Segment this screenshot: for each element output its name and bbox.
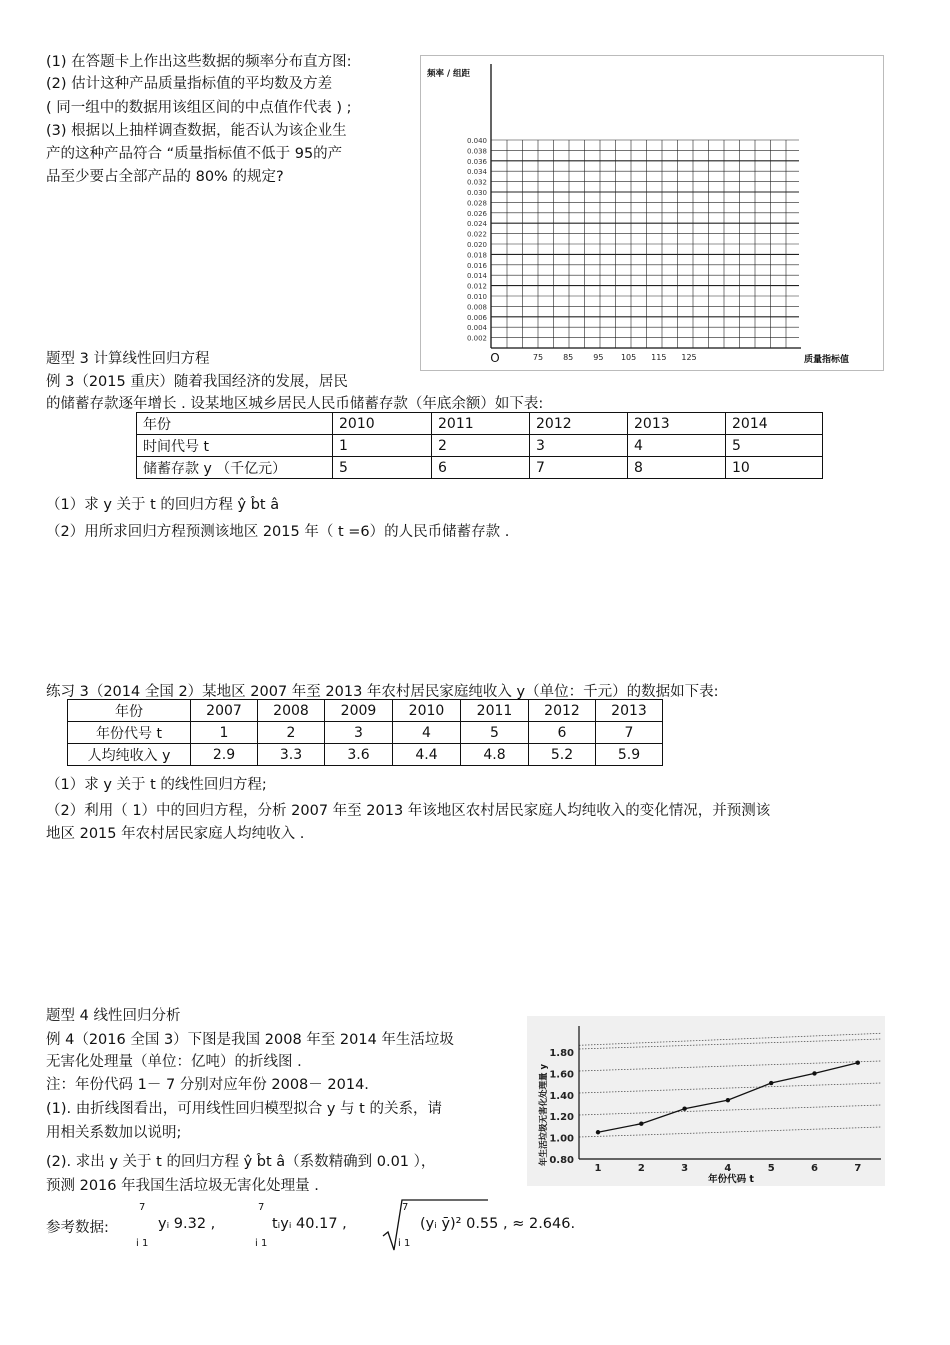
question-3-line3: 品至少要占全部产品的 80% 的规定? <box>46 169 284 185</box>
data-point <box>682 1107 686 1111</box>
histogram-grid-chart <box>420 55 884 371</box>
question-2: (2) 估计这种产品质量指标值的平均数及方差 <box>46 76 333 92</box>
table-cell: 5.2 <box>529 744 596 766</box>
y-tick-label: 0.038 <box>466 147 487 156</box>
table-cell: 6 <box>529 722 596 744</box>
x-tick-label: 3 <box>681 1163 689 1174</box>
table-cell: 2 <box>432 435 530 457</box>
table-cell: 年份 <box>68 700 191 722</box>
table-cell: 3.6 <box>325 744 393 766</box>
example3-line1: 例 3（2015 重庆）随着我国经济的发展，居民 <box>46 374 348 390</box>
income-table <box>67 699 663 766</box>
data-point <box>812 1071 816 1075</box>
table-cell: 2009 <box>325 700 393 722</box>
question-3: (3) 根据以上抽样调查数据，能否认为该企业生 <box>46 123 347 139</box>
example4-question-1-line2: 用相关系数加以说明; <box>46 1125 182 1141</box>
x-tick-label: 125 <box>681 353 697 362</box>
y-tick-label: 1.20 <box>549 1112 574 1124</box>
table-cell: 1 <box>191 722 258 744</box>
table-cell: 2012 <box>529 700 596 722</box>
y-tick-label: 0.006 <box>466 313 487 322</box>
y-tick-label: 0.028 <box>466 199 487 208</box>
y-tick-label: 0.010 <box>466 293 487 301</box>
table-cell: 5.9 <box>596 744 663 766</box>
example3-question-2: （2）用所求回归方程预测该地区 2015 年（ t =6）的人民币储蓄存款 . <box>46 524 510 540</box>
data-point <box>856 1061 860 1065</box>
y-tick-label: 0.80 <box>549 1155 574 1166</box>
y-tick-label: 0.018 <box>466 251 487 260</box>
x-axis-label: 质量指标值 <box>804 355 850 365</box>
data-point <box>639 1121 643 1125</box>
x-tick-label: 1 <box>594 1163 602 1174</box>
y-tick-label: 0.008 <box>466 303 487 312</box>
y-tick-label: 1.00 <box>549 1133 574 1145</box>
y-tick-label: 0.002 <box>466 334 487 343</box>
table-cell: 年份 <box>137 413 333 435</box>
x-axis-label: 年份代码 t <box>708 1174 754 1185</box>
example4-question-2: (2). 求出 y 关于 t 的回归方程 ŷ b̂t â（系数精确到 0.01 ）， <box>46 1154 436 1170</box>
example4-line1: 例 4（2016 全国 3）下图是我国 2008 年至 2014 年生活垃圾 <box>46 1032 454 1048</box>
table-cell: 3 <box>325 722 393 744</box>
table-cell: 储蓄存款 y （千亿元） <box>137 457 333 479</box>
question-2-note: ( 同一组中的数据用该组区间的中点值作代表 ) ; <box>46 100 352 116</box>
table-cell: 4 <box>628 435 726 457</box>
line-chart-svg <box>527 1016 885 1186</box>
grid-line <box>579 1061 881 1071</box>
reference-sum-ty: tᵢyᵢ 40.17 , <box>272 1216 347 1232</box>
table-cell: 2.9 <box>191 744 258 766</box>
grid-line <box>579 1033 881 1045</box>
histogram-svg <box>421 56 883 370</box>
x-tick-label: 6 <box>811 1163 818 1174</box>
data-point <box>596 1130 600 1134</box>
table-cell: 2012 <box>530 413 628 435</box>
y-tick-label: 1.80 <box>549 1048 574 1059</box>
x-tick-label: 7 <box>854 1163 862 1174</box>
table-row <box>137 413 823 435</box>
reference-label: 参考数据: <box>46 1220 109 1236</box>
grid-line <box>579 1127 881 1137</box>
table-cell: 5 <box>333 457 432 479</box>
y-axis-label: 年生活垃圾无害化处理量 y <box>539 1063 549 1166</box>
y-tick-label: 1.40 <box>549 1090 574 1102</box>
y-tick-label: 0.032 <box>466 178 487 187</box>
grid-line <box>579 1083 881 1093</box>
table-cell: 年份代号 t <box>68 722 191 744</box>
question-3-line2: 产的这种产品符合 “质量指标值不低于 95的产 <box>46 146 343 162</box>
table-cell: 2008 <box>258 700 325 722</box>
table-cell: 2011 <box>461 700 529 722</box>
practice3-question-2-line2: 地区 2015 年农村居民家庭人均纯收入 . <box>46 826 305 842</box>
table-cell: 8 <box>628 457 726 479</box>
example4-question-2-line2: 预测 2016 年我国生活垃圾无害化处理量 . <box>46 1178 319 1194</box>
table-cell: 4.4 <box>393 744 461 766</box>
type3-heading: 题型 3 计算线性回归方程 <box>46 351 210 367</box>
table-cell: 10 <box>726 457 823 479</box>
table-row <box>137 457 823 479</box>
sum-upper-limit: 7 <box>139 1202 146 1213</box>
line-chart <box>527 1016 885 1186</box>
grid-line <box>579 1039 881 1049</box>
table-cell: 2013 <box>596 700 663 722</box>
table-cell: 2 <box>258 722 325 744</box>
x-tick-label: 105 <box>620 353 637 362</box>
y-tick-label: 0.040 <box>466 137 487 145</box>
x-tick-label: 75 <box>532 353 544 362</box>
table-cell: 5 <box>726 435 823 457</box>
table-cell: 4 <box>393 722 461 744</box>
practice3-question-2: （2）利用（ 1）中的回归方程，分析 2007 年至 2013 年该地区农村居民家庭人均纯收入的变化情况，并预测该 <box>46 803 771 819</box>
origin-label: O <box>490 351 500 365</box>
table-cell: 7 <box>596 722 663 744</box>
savings-table <box>136 412 823 479</box>
type4-heading: 题型 4 线性回归分析 <box>46 1008 181 1024</box>
y-tick-label: 0.026 <box>466 209 487 218</box>
table-cell: 2013 <box>628 413 726 435</box>
table-cell: 2010 <box>393 700 461 722</box>
x-tick-label: 2 <box>637 1163 645 1174</box>
example4-line2: 无害化处理量（单位：亿吨）的折线图 . <box>46 1054 302 1070</box>
data-point <box>769 1081 773 1085</box>
table-cell: 6 <box>432 457 530 479</box>
y-tick-label: 0.034 <box>466 168 487 177</box>
y-tick-label: 0.020 <box>466 241 487 249</box>
y-tick-label: 0.024 <box>466 220 487 229</box>
x-tick-label: 5 <box>767 1163 775 1174</box>
table-cell: 1 <box>333 435 432 457</box>
sum-upper-limit: 7 <box>258 1202 265 1213</box>
practice3-heading: 练习 3（2014 全国 2）某地区 2007 年至 2013 年农村居民家庭纯收入 y（单位：千元）的数据如下表: <box>46 684 719 700</box>
table-cell: 2010 <box>333 413 432 435</box>
table-row <box>68 722 663 744</box>
table-row <box>137 435 823 457</box>
y-tick-label: 0.022 <box>466 230 487 239</box>
y-tick-label: 0.014 <box>466 272 487 281</box>
grid-line <box>579 1105 881 1115</box>
example3-line2: 的储蓄存款逐年增长 . 设某地区城乡居民人民币储蓄存款（年底余额）如下表: <box>46 396 544 412</box>
sum-upper-limit: 7 <box>402 1202 409 1213</box>
x-tick-label: 4 <box>724 1163 732 1174</box>
y-tick-label: 0.004 <box>466 324 487 333</box>
y-tick-label: 0.036 <box>466 157 487 166</box>
x-tick-label: 85 <box>563 353 574 362</box>
example3-question-1: （1）求 y 关于 t 的回归方程 ŷ b̂t â <box>46 497 280 513</box>
sum-lower-limit: i 1 <box>255 1238 268 1249</box>
table-cell: 3.3 <box>258 744 325 766</box>
y-tick-label: 0.016 <box>466 261 487 270</box>
table-cell: 人均纯收入 y <box>68 744 191 766</box>
reference-sqrt-sum: (yᵢ ȳ)² 0.55 , ≈ 2.646. <box>420 1216 576 1232</box>
sum-lower-limit: i 1 <box>136 1238 149 1249</box>
y-tick-label: 0.030 <box>466 189 487 197</box>
data-point <box>726 1098 730 1102</box>
table-cell: 2014 <box>726 413 823 435</box>
table-row <box>68 700 663 722</box>
table-cell: 2011 <box>432 413 530 435</box>
sum-lower-limit: i 1 <box>398 1238 411 1249</box>
reference-sum-y: yᵢ 9.32 , <box>158 1216 216 1232</box>
example4-note: 注：年份代码 1－ 7 分别对应年份 2008－ 2014. <box>46 1077 369 1093</box>
example4-question-1: (1). 由折线图看出，可用线性回归模型拟合 y 与 t 的关系，请 <box>46 1101 442 1117</box>
table-cell: 2007 <box>191 700 258 722</box>
y-axis-label: 频率 / 组距 <box>427 69 471 79</box>
y-tick-label: 0.012 <box>466 282 487 291</box>
question-1: (1) 在答题卡上作出这些数据的频率分布直方图: <box>46 54 352 70</box>
x-tick-label: 95 <box>593 353 604 362</box>
y-tick-label: 1.60 <box>549 1069 574 1081</box>
practice3-question-1: （1）求 y 关于 t 的线性回归方程; <box>46 777 267 793</box>
table-row <box>68 744 663 766</box>
table-cell: 4.8 <box>461 744 529 766</box>
table-cell: 时间代号 t <box>137 435 333 457</box>
table-cell: 7 <box>530 457 628 479</box>
x-tick-label: 115 <box>651 353 667 362</box>
table-cell: 5 <box>461 722 529 744</box>
table-cell: 3 <box>530 435 628 457</box>
series-line <box>598 1063 858 1133</box>
